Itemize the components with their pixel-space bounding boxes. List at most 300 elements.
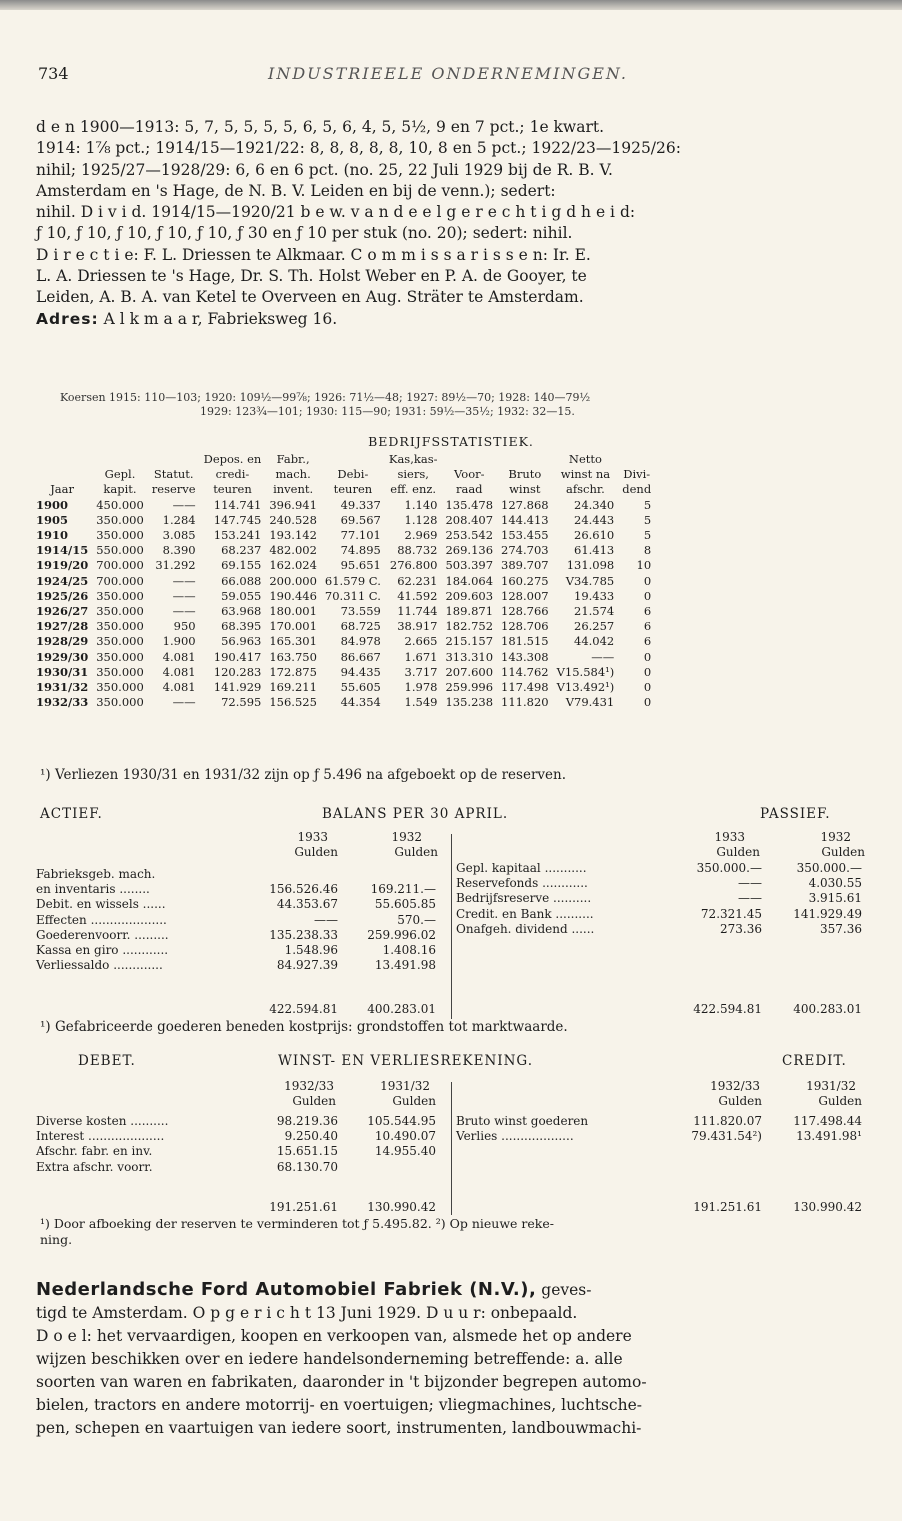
company-intro xyxy=(36,117,870,330)
stats-year-cell: 1910 xyxy=(36,528,69,543)
stats-column-header: siers, xyxy=(397,467,429,482)
stats-cell: 4.081 xyxy=(162,680,196,695)
winst-right-total xyxy=(456,1200,866,1215)
year-1933: 1933 xyxy=(714,830,745,844)
credit-row-label: Bruto winst goederen xyxy=(456,1114,589,1128)
stats-footnote: ¹) Verliezen 1930/31 en 1931/32 zijn op ƒ 5.496 na afgeboekt op de reserven. xyxy=(40,767,567,783)
stats-cell: 350.000 xyxy=(96,634,144,649)
stats-column-header xyxy=(618,452,655,467)
stats-cell: 5 xyxy=(643,497,652,512)
stats-column-header xyxy=(497,452,553,467)
stats-row xyxy=(32,513,655,528)
debet-row-label: Diverse kosten .......... xyxy=(36,1114,169,1128)
stats-cell: 49.337 xyxy=(340,497,381,512)
actief-row xyxy=(36,958,440,973)
stats-cell: —— xyxy=(172,588,196,603)
stats-year-cell: 1927/28 xyxy=(36,619,89,634)
stats-cell: 350.000 xyxy=(96,695,144,710)
passief-list xyxy=(456,861,866,937)
stats-cell: 70.311 C. xyxy=(324,588,381,603)
debet-row xyxy=(36,1114,440,1129)
stats-year-cell: 1931/32 xyxy=(36,680,89,695)
stats-cell: 162.024 xyxy=(269,558,317,573)
passief-row xyxy=(456,922,866,937)
stats-column-header: winst xyxy=(509,482,541,497)
stats-year-cell: 1929/30 xyxy=(36,649,89,664)
actief-row-label: Effecten .................... xyxy=(36,912,167,927)
intro-line: d e n 1900—1913: 5, 7, 5, 5, 5, 5, 6, 5, 6, 4, 5, 5½, 9 en 7 pct.; 1e kwart. xyxy=(36,118,605,136)
unit-label: Gulden xyxy=(716,845,760,860)
stats-cell: 700.000 xyxy=(96,558,144,573)
stats-header-row xyxy=(32,467,655,482)
actief-row-value: 55.605.85 xyxy=(374,897,436,912)
stats-row xyxy=(32,543,655,558)
stats-cell: 128.706 xyxy=(501,619,549,634)
stats-cell: 69.567 xyxy=(340,512,381,527)
balans-divider xyxy=(451,834,452,1019)
stats-cell: 350.000 xyxy=(96,512,144,527)
business-stats-table xyxy=(32,452,655,710)
ford-line: soorten van waren en fabrikaten, daaronder in 't bijzonder begrepen automo- xyxy=(36,1373,647,1391)
passief-row-value: —— xyxy=(738,891,762,906)
actief-row-value: 1.548.96 xyxy=(284,942,338,957)
stats-cell: 95.651 xyxy=(340,558,381,573)
stats-cell: V34.785 xyxy=(565,573,615,588)
stats-cell: 5 xyxy=(643,512,652,527)
balans-passief-title: PASSIEF. xyxy=(760,806,831,822)
stats-column-header xyxy=(32,452,92,467)
actief-row-label: Debit. en wissels ...... xyxy=(36,897,166,912)
koersen-line: 1929: 123¾—101; 1930: 115—90; 1931: 59½—35½; 1932: 32—15. xyxy=(200,405,575,418)
balans-left-total xyxy=(36,1002,440,1017)
stats-cell: 61.413 xyxy=(574,543,615,558)
stats-cell: 215.157 xyxy=(445,634,494,649)
stats-cell: —— xyxy=(172,604,196,619)
stats-cell: 240.528 xyxy=(269,512,317,527)
stats-cell: 0 xyxy=(643,695,652,710)
stats-cell: 62.231 xyxy=(397,573,438,588)
passief-row-value: 3.915.61 xyxy=(808,891,862,906)
stats-cell: 269.136 xyxy=(445,543,494,558)
winst-left-total xyxy=(36,1200,440,1215)
debet-row xyxy=(36,1129,440,1144)
page-number: 734 xyxy=(38,64,69,83)
total-1932: 400.283.01 xyxy=(793,1002,862,1016)
stats-cell: 350.000 xyxy=(96,528,144,543)
stats-cell: 114.762 xyxy=(501,664,549,679)
winst-footnote xyxy=(40,1216,554,1248)
passief-row xyxy=(456,876,866,891)
stats-cell: 19.433 xyxy=(574,588,615,603)
stats-cell: 207.600 xyxy=(445,664,494,679)
stats-year-cell: 1925/26 xyxy=(36,588,89,603)
stats-cell: 6 xyxy=(643,634,652,649)
passief-row-value: 72.321.45 xyxy=(700,906,762,921)
stats-column-header: dend xyxy=(622,482,652,497)
stats-column-header: mach. xyxy=(275,467,311,482)
balans-footnote: ¹) Gefabriceerde goederen beneden kostprijs: grondstoffen tot marktwaarde. xyxy=(40,1019,568,1035)
winst-credit-title: CREDIT. xyxy=(782,1053,847,1069)
stats-year-cell: 1914/15 xyxy=(36,543,89,558)
stock-prices xyxy=(60,391,860,419)
passief-row-label: Bedrijfsreserve .......... xyxy=(456,891,592,906)
stats-cell: 2.665 xyxy=(404,634,438,649)
stats-column-header: winst na xyxy=(560,467,611,482)
stats-cell: 274.703 xyxy=(501,543,549,558)
stats-cell: 160.275 xyxy=(501,573,549,588)
stats-year-cell: 1924/25 xyxy=(36,573,89,588)
stats-cell: —— xyxy=(172,573,196,588)
unit-label: Gulden xyxy=(818,1094,862,1109)
debet-row xyxy=(36,1144,440,1159)
stats-cell: 4.081 xyxy=(162,649,196,664)
winst-right-years xyxy=(688,1079,866,1109)
passief-row-label: Onafgeh. dividend ...... xyxy=(456,921,595,936)
passief-row-value: 273.36 xyxy=(720,921,762,936)
total-1932: 400.283.01 xyxy=(367,1002,436,1016)
stats-cell: 253.542 xyxy=(445,528,494,543)
stats-row xyxy=(32,528,655,543)
stats-cell: 5 xyxy=(643,528,652,543)
stats-cell: 26.257 xyxy=(574,619,615,634)
actief-row-value: 135.238.33 xyxy=(269,927,338,942)
stats-cell: 165.301 xyxy=(269,634,317,649)
credit-row-label: Verlies ................... xyxy=(456,1129,574,1144)
stats-cell: 396.941 xyxy=(269,497,317,512)
intro-line: L. A. Driessen te 's Hage, Dr. S. Th. Holst Weber en P. A. de Gooyer, te xyxy=(36,267,587,286)
stats-column-header: Bruto xyxy=(508,467,542,482)
stats-cell: 0 xyxy=(643,588,652,603)
ford-line: tigd te Amsterdam. O p g e r i c h t 13 Juni 1929. D u u r: onbepaald. xyxy=(36,1304,578,1322)
year-1932: 1932 xyxy=(820,830,851,844)
stats-year-cell: 1926/27 xyxy=(36,604,89,619)
stats-cell: 1.140 xyxy=(404,497,438,512)
total: 130.990.42 xyxy=(367,1200,436,1214)
stats-row xyxy=(32,680,655,695)
intro-line: Amsterdam en 's Hage, de N. B. V. Leiden en bij de venn.); sedert: xyxy=(36,181,556,200)
stats-column-header xyxy=(441,452,497,467)
stats-cell: 209.603 xyxy=(445,588,494,603)
credit-row-value: 79.431.54²) xyxy=(691,1129,762,1144)
ford-line-rest: geves- xyxy=(536,1281,592,1299)
page-top-edge xyxy=(0,0,902,10)
intro-line: 1914: 1⅞ pct.; 1914/15—1921/22: 8, 8, 8, 8, 8, 10, 8 en 5 pct.; 1922/23—1925/26: xyxy=(36,139,681,158)
stats-row xyxy=(32,634,655,649)
ford-line: D o e l: het vervaardigen, koopen en verkoopen van, alsmede het op andere xyxy=(36,1327,632,1345)
stats-column-header: Kas,kas- xyxy=(388,452,438,466)
page-header xyxy=(38,64,858,88)
stats-column-header: Voor- xyxy=(454,467,485,482)
unit-label: Gulden xyxy=(394,845,438,860)
actief-row-value: 84.927.39 xyxy=(276,958,338,973)
stats-header-row xyxy=(32,482,655,497)
stats-cell: 84.978 xyxy=(340,634,381,649)
stats-cell: 135.478 xyxy=(445,497,494,512)
credit-row xyxy=(456,1129,866,1144)
credit-row-value: 111.820.07 xyxy=(693,1114,762,1128)
passief-row xyxy=(456,891,866,906)
intro-line: D i r e c t i e: F. L. Driessen te Alkmaar. C o m m i s s a r i s s e n: Ir. E. xyxy=(36,245,591,264)
intro-line: ƒ 10, ƒ 10, ƒ 10, ƒ 10, ƒ 10, ƒ 30 en ƒ 10 per stuk (no. 20); sedert: nihil. xyxy=(36,224,573,243)
stats-cell: 169.211 xyxy=(269,680,317,695)
stats-cell: 44.042 xyxy=(574,634,615,649)
stats-cell: 141.929 xyxy=(213,680,262,695)
ford-line xyxy=(36,1278,870,1302)
stats-cell: 120.283 xyxy=(213,664,262,679)
stats-column-header xyxy=(148,452,200,467)
stats-cell: 156.525 xyxy=(269,695,317,710)
winst-title: WINST- EN VERLIESREKENING. xyxy=(278,1053,534,1069)
credit-row xyxy=(456,1114,866,1129)
intro-line: nihil; 1925/27—1928/29: 6, 6 en 6 pct. (no. 25, 22 Juli 1929 bij de R. B. V. xyxy=(36,160,613,179)
passief-row-value: 350.000.— xyxy=(796,861,862,875)
debet-row-value: 10.490.07 xyxy=(374,1129,436,1144)
winst-debet-title: DEBET. xyxy=(78,1053,136,1069)
stats-cell: 350.000 xyxy=(96,588,144,603)
stats-year-cell: 1930/31 xyxy=(36,664,89,679)
winst-footnote-line: ¹) Door afboeking der reserven te verminderen tot ƒ 5.495.82. ²) Op nieuwe reke- xyxy=(40,1216,554,1231)
stats-row xyxy=(32,558,655,573)
stats-cell: 200.000 xyxy=(269,573,317,588)
stats-cell: 950 xyxy=(173,619,196,634)
running-title: INDUSTRIEELE ONDERNEMINGEN. xyxy=(268,64,628,83)
year-label: 1932/33 xyxy=(284,1079,334,1093)
stats-cell: 350.000 xyxy=(96,619,144,634)
passief-row-label: Credit. en Bank .......... xyxy=(456,906,594,921)
unit-label: Gulden xyxy=(392,1094,436,1109)
passief-row xyxy=(456,861,866,876)
stats-header-row xyxy=(32,452,655,467)
actief-row xyxy=(36,882,440,897)
stats-cell: 66.088 xyxy=(221,573,262,588)
stats-cell: 4.081 xyxy=(162,664,196,679)
stats-cell: 38.917 xyxy=(397,619,438,634)
stats-year-cell: 1919/20 xyxy=(36,558,89,573)
stats-cell: 69.155 xyxy=(221,558,262,573)
stats-cell: 172.875 xyxy=(269,664,317,679)
credit-list xyxy=(456,1114,866,1144)
stats-row xyxy=(32,619,655,634)
stats-cell: 0 xyxy=(643,664,652,679)
stats-cell: 170.001 xyxy=(269,619,317,634)
stats-row xyxy=(32,604,655,619)
stats-cell: 73.559 xyxy=(340,604,381,619)
address-label: Adres: xyxy=(36,309,99,328)
stats-column-header: Gepl. xyxy=(104,467,136,482)
unit-label: Gulden xyxy=(821,845,865,860)
address-line xyxy=(36,309,870,330)
stats-cell: 55.605 xyxy=(340,680,381,695)
stats-cell: 135.238 xyxy=(445,695,494,710)
debet-row-value: 98.219.36 xyxy=(276,1114,338,1128)
stats-cell: 389.707 xyxy=(501,558,549,573)
stats-column-header: Statut. xyxy=(153,467,194,482)
stats-cell: 276.800 xyxy=(389,558,438,573)
stats-cell: 128.007 xyxy=(501,588,549,603)
stats-year-cell: 1932/33 xyxy=(36,695,89,710)
stats-cell: 1.978 xyxy=(404,680,438,695)
stats-cell: 74.895 xyxy=(340,543,381,558)
stats-cell: 24.443 xyxy=(574,512,615,527)
stats-row xyxy=(32,498,655,513)
stats-column-header xyxy=(32,467,92,482)
year-label: 1931/32 xyxy=(380,1079,430,1093)
total: 130.990.42 xyxy=(793,1200,862,1214)
stats-column-header: raad xyxy=(455,482,483,497)
stats-cell: 350.000 xyxy=(96,664,144,679)
stats-row xyxy=(32,574,655,589)
balans-actief-title: ACTIEF. xyxy=(40,806,103,822)
actief-row-value: 169.211.— xyxy=(370,882,436,897)
total-1933: 422.594.81 xyxy=(269,1002,338,1016)
actief-row xyxy=(36,867,440,882)
stats-cell: 153.241 xyxy=(213,528,262,543)
stats-cell: 1.128 xyxy=(404,512,438,527)
ford-line: pen, schepen en vaartuigen van iedere soort, instrumenten, landbouwmachi- xyxy=(36,1419,642,1437)
stats-cell: 350.000 xyxy=(96,604,144,619)
passief-row-label: Reservefonds ............ xyxy=(456,876,588,891)
year-1933: 1933 xyxy=(297,830,328,844)
unit-label: Gulden xyxy=(292,1094,336,1109)
stats-cell: 190.417 xyxy=(213,649,262,664)
stats-cell: —— xyxy=(172,695,196,710)
stats-column-header: eff. enz. xyxy=(390,482,437,497)
stats-cell: 127.868 xyxy=(501,497,549,512)
stats-cell: 61.579 C. xyxy=(324,573,381,588)
stats-cell: 1.900 xyxy=(162,634,196,649)
stats-cell: 184.064 xyxy=(445,573,494,588)
stats-cell: 0 xyxy=(643,680,652,695)
stats-cell: 68.725 xyxy=(340,619,381,634)
winst-left-years xyxy=(258,1079,440,1109)
stats-row xyxy=(32,589,655,604)
credit-row-value: 13.491.98¹ xyxy=(796,1129,862,1144)
stats-cell: 700.000 xyxy=(96,573,144,588)
actief-row-value: —— xyxy=(314,912,338,927)
stats-cell: —— xyxy=(591,649,615,664)
stats-column-header: kapit. xyxy=(103,482,137,497)
stats-cell: 208.407 xyxy=(445,512,494,527)
winst-divider xyxy=(451,1082,452,1215)
credit-row-value: 117.498.44 xyxy=(793,1114,862,1128)
stats-cell: 8.390 xyxy=(162,543,196,558)
stats-column-header: Divi- xyxy=(623,467,651,482)
stats-year-cell: 1928/29 xyxy=(36,634,89,649)
actief-row-value: 259.996.02 xyxy=(367,927,436,942)
stats-cell: 117.498 xyxy=(501,680,549,695)
debet-row-label: Afschr. fabr. en inv. xyxy=(36,1144,153,1159)
year-1932: 1932 xyxy=(391,830,422,844)
stats-cell: 41.592 xyxy=(397,588,438,603)
stats-cell: 72.595 xyxy=(221,695,262,710)
stats-cell: 21.574 xyxy=(574,604,615,619)
stats-column-header xyxy=(321,452,385,467)
stats-row xyxy=(32,665,655,680)
stats-cell: 26.610 xyxy=(574,528,615,543)
stats-cell: 6 xyxy=(643,604,652,619)
stats-column-header: Depos. en xyxy=(203,452,262,466)
stats-cell: 3.085 xyxy=(162,528,196,543)
passief-row-value: 141.929.49 xyxy=(793,906,862,921)
stats-cell: V15.584¹) xyxy=(556,664,615,679)
stats-row xyxy=(32,650,655,665)
stats-cell: 1.549 xyxy=(404,695,438,710)
debet-row-value: 105.544.95 xyxy=(367,1114,436,1128)
unit-label: Gulden xyxy=(718,1094,762,1109)
actief-row-value: 13.491.98 xyxy=(374,958,436,973)
actief-row-value: 44.353.67 xyxy=(276,897,338,912)
stats-row xyxy=(32,695,655,710)
stats-column-header: Fabr., xyxy=(276,452,310,466)
intro-line: nihil. D i v i d. 1914/15—1920/21 b e w. v a n d e e l g e r e c h t i g d h e i d: xyxy=(36,203,636,222)
stats-cell: 3.717 xyxy=(404,664,438,679)
stats-cell: 550.000 xyxy=(96,543,144,558)
stats-cell: 193.142 xyxy=(269,528,317,543)
actief-row-label: Fabrieksgeb. mach. xyxy=(36,867,156,881)
stats-cell: 189.871 xyxy=(445,604,494,619)
passief-row-value: 357.36 xyxy=(820,921,862,936)
stats-cell: 1.671 xyxy=(404,649,438,664)
actief-list xyxy=(36,867,440,973)
stats-cell: —— xyxy=(172,497,196,512)
passief-row-label: Gepl. kapitaal ........... xyxy=(456,861,587,875)
stats-column-header: Netto xyxy=(568,452,602,466)
debet-row-value: 15.651.15 xyxy=(276,1144,338,1159)
debet-list xyxy=(36,1114,440,1175)
passief-row-value: 4.030.55 xyxy=(808,876,862,891)
stats-title: BEDRIJFSSTATISTIEK. xyxy=(368,434,534,449)
unit-label: Gulden xyxy=(294,845,338,860)
stats-column-header: teuren xyxy=(333,482,373,497)
ford-company-name: Nederlandsche Ford Automobiel Fabriek (N.V.), xyxy=(36,1279,537,1300)
ford-entry xyxy=(36,1278,870,1440)
balans-title: BALANS PER 30 APRIL. xyxy=(322,806,509,822)
actief-row xyxy=(36,943,440,958)
stats-cell: 11.744 xyxy=(397,604,438,619)
ford-line: wijzen beschikken over en iedere handelsonderneming betreffende: a. alle xyxy=(36,1350,623,1368)
stats-cell: V13.492¹) xyxy=(556,680,615,695)
stats-cell: 10 xyxy=(636,558,652,573)
debet-row-value: 68.130.70 xyxy=(276,1159,338,1174)
stats-cell: 190.446 xyxy=(269,588,317,603)
stats-cell: 8 xyxy=(643,543,652,558)
stats-cell: 88.732 xyxy=(397,543,438,558)
stats-cell: 63.968 xyxy=(221,604,262,619)
stats-cell: 147.745 xyxy=(213,512,262,527)
balans-right-total xyxy=(456,1002,866,1017)
actief-row xyxy=(36,928,440,943)
year-label: 1932/33 xyxy=(710,1079,760,1093)
stats-column-header: credi- xyxy=(215,467,250,482)
stats-column-header: Jaar xyxy=(50,482,75,497)
stats-cell: 144.413 xyxy=(501,512,549,527)
stats-cell: 44.354 xyxy=(340,695,381,710)
stats-cell: 313.310 xyxy=(445,649,494,664)
stats-cell: 59.055 xyxy=(221,588,262,603)
stats-cell: 0 xyxy=(643,573,652,588)
debet-row-label: Interest .................... xyxy=(36,1129,165,1144)
stats-cell: 182.752 xyxy=(445,619,494,634)
address-value: A l k m a a r, Fabrieksweg 16. xyxy=(103,309,338,328)
stats-cell: 114.741 xyxy=(213,497,262,512)
debet-row-value: 14.955.40 xyxy=(374,1144,436,1159)
passief-row-value: —— xyxy=(738,876,762,891)
stats-cell: 1.284 xyxy=(162,512,196,527)
stats-cell: 482.002 xyxy=(269,543,317,558)
debet-row-label: Extra afschr. voorr. xyxy=(36,1159,153,1174)
stats-cell: 0 xyxy=(643,649,652,664)
stats-cell: 143.308 xyxy=(501,649,549,664)
